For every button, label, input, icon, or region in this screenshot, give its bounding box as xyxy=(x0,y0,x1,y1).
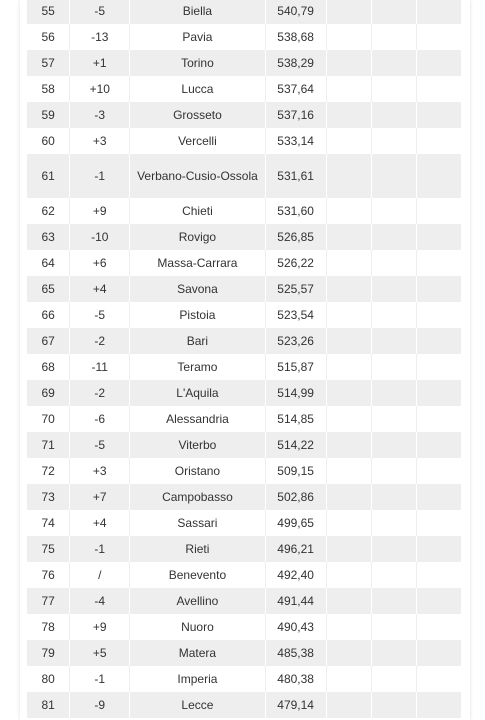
rank-cell: 60 xyxy=(27,128,70,154)
table-row xyxy=(27,250,462,276)
empty-cell xyxy=(326,154,372,198)
empty-cell xyxy=(372,692,417,718)
table-row xyxy=(27,458,462,484)
table-row xyxy=(27,692,462,718)
change-cell: -10 xyxy=(70,224,130,250)
score-cell: 499,65 xyxy=(265,510,326,536)
empty-cell xyxy=(326,198,372,224)
rank-cell: 67 xyxy=(27,328,70,354)
empty-cell xyxy=(372,640,417,666)
province-cell: Savona xyxy=(130,276,265,302)
score-cell: 538,29 xyxy=(265,50,326,76)
score-cell: 531,60 xyxy=(265,198,326,224)
change-cell: +4 xyxy=(70,510,130,536)
table-row xyxy=(27,128,462,154)
table-row xyxy=(27,562,462,588)
empty-cell xyxy=(417,432,462,458)
table-row xyxy=(27,76,462,102)
empty-cell xyxy=(372,458,417,484)
change-cell: / xyxy=(70,562,130,588)
empty-cell xyxy=(326,76,372,102)
province-cell: Campobasso xyxy=(130,484,265,510)
table-row xyxy=(27,640,462,666)
empty-cell xyxy=(417,0,462,24)
empty-cell xyxy=(372,562,417,588)
empty-cell xyxy=(326,406,372,432)
province-cell: Viterbo xyxy=(130,432,265,458)
table-row xyxy=(27,484,462,510)
empty-cell xyxy=(372,76,417,102)
empty-cell xyxy=(417,302,462,328)
rank-cell: 57 xyxy=(27,50,70,76)
rank-cell: 62 xyxy=(27,198,70,224)
empty-cell xyxy=(417,128,462,154)
empty-cell xyxy=(326,640,372,666)
province-cell: Imperia xyxy=(130,666,265,692)
province-cell: Pistoia xyxy=(130,302,265,328)
ranking-table xyxy=(27,0,462,718)
province-cell: Bari xyxy=(130,328,265,354)
change-cell: +9 xyxy=(70,198,130,224)
score-cell: 515,87 xyxy=(265,354,326,380)
province-cell: Pavia xyxy=(130,24,265,50)
table-row xyxy=(27,406,462,432)
score-cell: 533,14 xyxy=(265,128,326,154)
empty-cell xyxy=(417,154,462,198)
rank-cell: 65 xyxy=(27,276,70,302)
empty-cell xyxy=(326,588,372,614)
change-cell: -9 xyxy=(70,692,130,718)
table-row xyxy=(27,536,462,562)
province-cell: Matera xyxy=(130,640,265,666)
score-cell: 538,68 xyxy=(265,24,326,50)
table-row xyxy=(27,102,462,128)
empty-cell xyxy=(417,666,462,692)
empty-cell xyxy=(326,50,372,76)
empty-cell xyxy=(372,536,417,562)
empty-cell xyxy=(417,50,462,76)
province-cell: Benevento xyxy=(130,562,265,588)
change-cell: +6 xyxy=(70,250,130,276)
rank-cell: 68 xyxy=(27,354,70,380)
change-cell: -5 xyxy=(70,0,130,24)
empty-cell xyxy=(417,484,462,510)
empty-cell xyxy=(417,276,462,302)
table-row xyxy=(27,380,462,406)
table-row xyxy=(27,154,462,198)
empty-cell xyxy=(372,406,417,432)
ranking-table-body xyxy=(27,0,462,718)
empty-cell xyxy=(326,24,372,50)
empty-cell xyxy=(417,588,462,614)
empty-cell xyxy=(372,224,417,250)
rank-cell: 74 xyxy=(27,510,70,536)
province-cell: Verbano-Cusio-Ossola xyxy=(130,154,265,198)
score-cell: 531,61 xyxy=(265,154,326,198)
rank-cell: 76 xyxy=(27,562,70,588)
empty-cell xyxy=(326,276,372,302)
empty-cell xyxy=(417,224,462,250)
empty-cell xyxy=(372,128,417,154)
change-cell: -2 xyxy=(70,380,130,406)
empty-cell xyxy=(372,250,417,276)
empty-cell xyxy=(417,380,462,406)
rank-cell: 80 xyxy=(27,666,70,692)
change-cell: +5 xyxy=(70,640,130,666)
change-cell: +10 xyxy=(70,76,130,102)
table-row xyxy=(27,354,462,380)
province-cell: Massa-Carrara xyxy=(130,250,265,276)
empty-cell xyxy=(326,128,372,154)
score-cell: 479,14 xyxy=(265,692,326,718)
empty-cell xyxy=(326,328,372,354)
empty-cell xyxy=(372,198,417,224)
rank-cell: 64 xyxy=(27,250,70,276)
table-row xyxy=(27,198,462,224)
score-cell: 485,38 xyxy=(265,640,326,666)
empty-cell xyxy=(326,302,372,328)
change-cell: -5 xyxy=(70,302,130,328)
empty-cell xyxy=(417,24,462,50)
rank-cell: 72 xyxy=(27,458,70,484)
rank-cell: 61 xyxy=(27,154,70,198)
rank-cell: 73 xyxy=(27,484,70,510)
table-row xyxy=(27,302,462,328)
table-row xyxy=(27,588,462,614)
empty-cell xyxy=(372,484,417,510)
change-cell: +4 xyxy=(70,276,130,302)
score-cell: 496,21 xyxy=(265,536,326,562)
score-cell: 526,22 xyxy=(265,250,326,276)
empty-cell xyxy=(417,198,462,224)
empty-cell xyxy=(326,250,372,276)
change-cell: -4 xyxy=(70,588,130,614)
change-cell: -13 xyxy=(70,24,130,50)
province-cell: Teramo xyxy=(130,354,265,380)
empty-cell xyxy=(417,562,462,588)
empty-cell xyxy=(326,614,372,640)
score-cell: 514,85 xyxy=(265,406,326,432)
rank-cell: 59 xyxy=(27,102,70,128)
table-row xyxy=(27,666,462,692)
rank-cell: 55 xyxy=(27,0,70,24)
empty-cell xyxy=(372,666,417,692)
change-cell: -1 xyxy=(70,154,130,198)
score-cell: 509,15 xyxy=(265,458,326,484)
rank-cell: 58 xyxy=(27,76,70,102)
empty-cell xyxy=(326,354,372,380)
empty-cell xyxy=(372,302,417,328)
empty-cell xyxy=(372,432,417,458)
empty-cell xyxy=(326,102,372,128)
province-cell: Nuoro xyxy=(130,614,265,640)
empty-cell xyxy=(372,154,417,198)
empty-cell xyxy=(326,562,372,588)
province-cell: Grosseto xyxy=(130,102,265,128)
table-row xyxy=(27,614,462,640)
score-cell: 526,85 xyxy=(265,224,326,250)
empty-cell xyxy=(417,250,462,276)
rank-cell: 56 xyxy=(27,24,70,50)
score-cell: 492,40 xyxy=(265,562,326,588)
empty-cell xyxy=(372,614,417,640)
empty-cell xyxy=(372,510,417,536)
empty-cell xyxy=(372,380,417,406)
change-cell: +9 xyxy=(70,614,130,640)
score-cell: 537,64 xyxy=(265,76,326,102)
rank-cell: 63 xyxy=(27,224,70,250)
table-row xyxy=(27,510,462,536)
empty-cell xyxy=(417,354,462,380)
empty-cell xyxy=(417,102,462,128)
table-row xyxy=(27,276,462,302)
empty-cell xyxy=(417,640,462,666)
empty-cell xyxy=(417,458,462,484)
rank-cell: 69 xyxy=(27,380,70,406)
province-cell: Lucca xyxy=(130,76,265,102)
rank-cell: 81 xyxy=(27,692,70,718)
change-cell: -5 xyxy=(70,432,130,458)
change-cell: -11 xyxy=(70,354,130,380)
empty-cell xyxy=(326,484,372,510)
province-cell: Lecce xyxy=(130,692,265,718)
province-cell: Alessandria xyxy=(130,406,265,432)
score-cell: 525,57 xyxy=(265,276,326,302)
empty-cell xyxy=(372,328,417,354)
score-cell: 523,54 xyxy=(265,302,326,328)
empty-cell xyxy=(372,102,417,128)
score-cell: 514,22 xyxy=(265,432,326,458)
empty-cell xyxy=(417,76,462,102)
table-row xyxy=(27,50,462,76)
change-cell: +1 xyxy=(70,50,130,76)
empty-cell xyxy=(326,380,372,406)
empty-cell xyxy=(326,692,372,718)
province-cell: Sassari xyxy=(130,510,265,536)
province-cell: Chieti xyxy=(130,198,265,224)
change-cell: -2 xyxy=(70,328,130,354)
change-cell: +3 xyxy=(70,128,130,154)
empty-cell xyxy=(326,0,372,24)
empty-cell xyxy=(372,50,417,76)
empty-cell xyxy=(417,614,462,640)
change-cell: -1 xyxy=(70,666,130,692)
empty-cell xyxy=(417,406,462,432)
score-cell: 540,79 xyxy=(265,0,326,24)
province-cell: L'Aquila xyxy=(130,380,265,406)
empty-cell xyxy=(326,432,372,458)
table-row xyxy=(27,432,462,458)
change-cell: +3 xyxy=(70,458,130,484)
rank-cell: 75 xyxy=(27,536,70,562)
rank-cell: 78 xyxy=(27,614,70,640)
change-cell: +7 xyxy=(70,484,130,510)
table-row xyxy=(27,24,462,50)
empty-cell xyxy=(372,0,417,24)
empty-cell xyxy=(372,276,417,302)
score-cell: 490,43 xyxy=(265,614,326,640)
empty-cell xyxy=(326,536,372,562)
empty-cell xyxy=(372,354,417,380)
change-cell: -3 xyxy=(70,102,130,128)
empty-cell xyxy=(417,692,462,718)
table-row xyxy=(27,328,462,354)
empty-cell xyxy=(417,328,462,354)
empty-cell xyxy=(372,588,417,614)
province-cell: Avellino xyxy=(130,588,265,614)
province-cell: Biella xyxy=(130,0,265,24)
empty-cell xyxy=(417,536,462,562)
table-row xyxy=(27,0,462,24)
province-cell: Torino xyxy=(130,50,265,76)
empty-cell xyxy=(372,24,417,50)
province-cell: Rieti xyxy=(130,536,265,562)
province-cell: Oristano xyxy=(130,458,265,484)
rank-cell: 71 xyxy=(27,432,70,458)
empty-cell xyxy=(326,458,372,484)
score-cell: 537,16 xyxy=(265,102,326,128)
rank-cell: 66 xyxy=(27,302,70,328)
score-cell: 491,44 xyxy=(265,588,326,614)
change-cell: -1 xyxy=(70,536,130,562)
rank-cell: 79 xyxy=(27,640,70,666)
change-cell: -6 xyxy=(70,406,130,432)
province-cell: Vercelli xyxy=(130,128,265,154)
empty-cell xyxy=(417,510,462,536)
score-cell: 514,99 xyxy=(265,380,326,406)
score-cell: 523,26 xyxy=(265,328,326,354)
score-cell: 502,86 xyxy=(265,484,326,510)
score-cell: 480,38 xyxy=(265,666,326,692)
rank-cell: 70 xyxy=(27,406,70,432)
province-cell: Rovigo xyxy=(130,224,265,250)
rank-cell: 77 xyxy=(27,588,70,614)
empty-cell xyxy=(326,510,372,536)
table-row xyxy=(27,224,462,250)
empty-cell xyxy=(326,224,372,250)
empty-cell xyxy=(326,666,372,692)
